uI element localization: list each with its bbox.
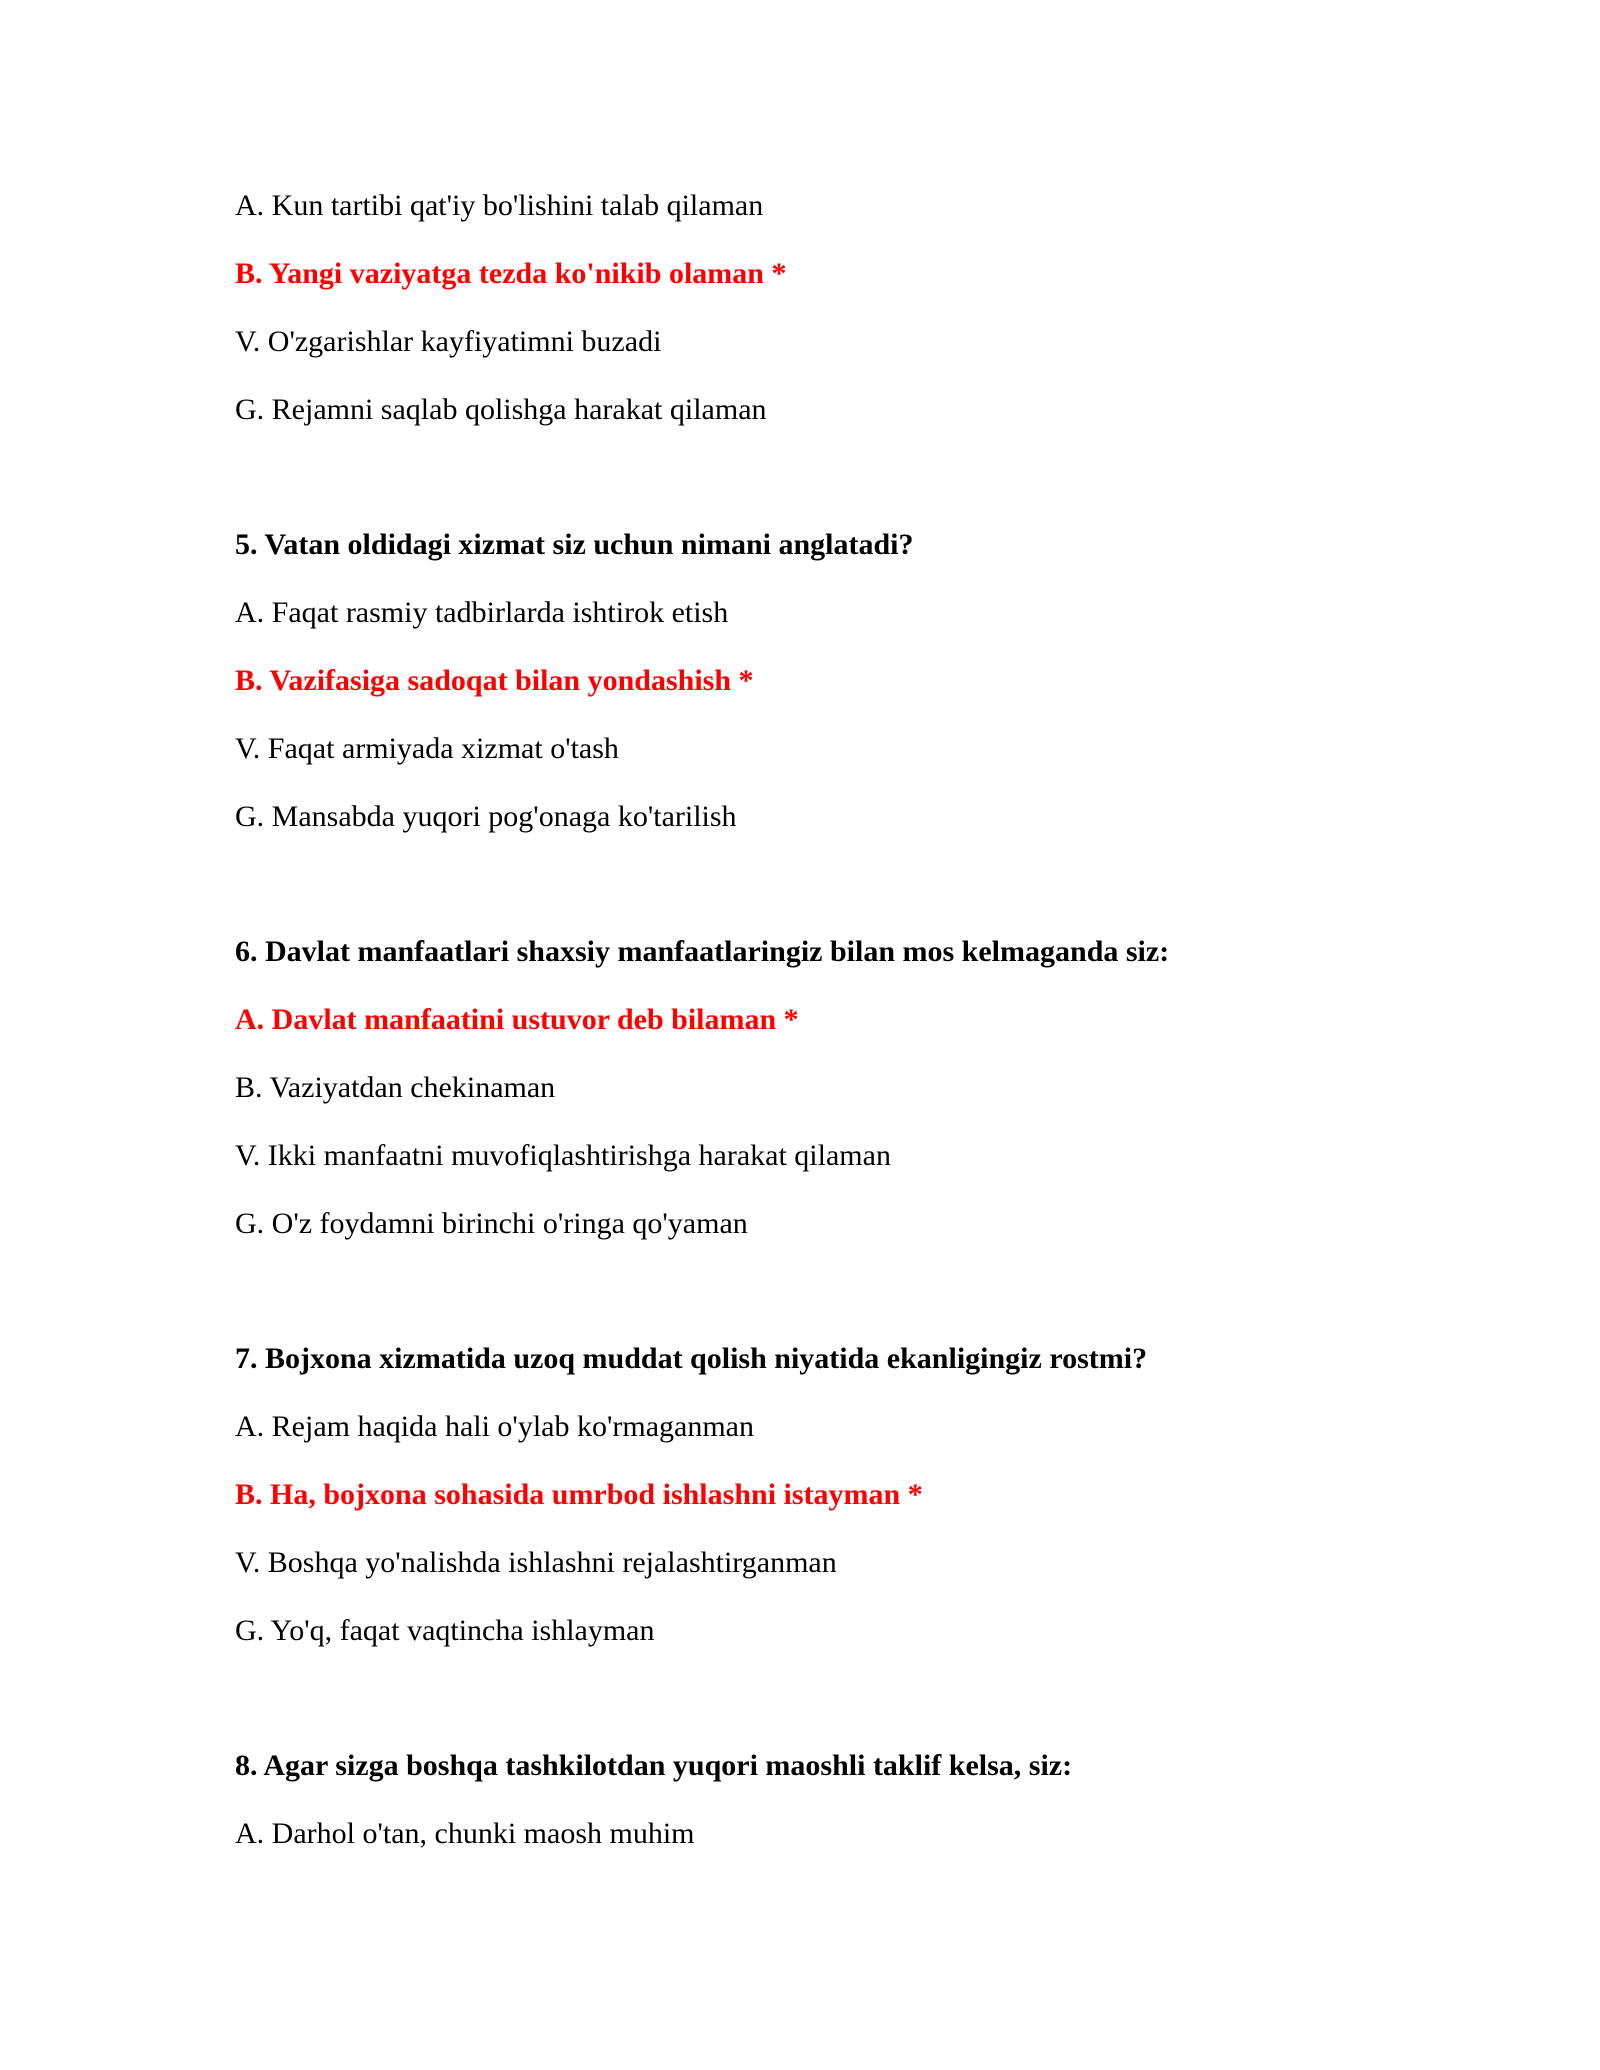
option-7v: V. Boshqa yo'nalishda ishlashni rejalashtirganman: [235, 1546, 837, 1579]
option-7b-correct: B. Ha, bojxona sohasida umrbod ishlashni istayman *: [235, 1478, 923, 1511]
option-8a: A. Darhol o'tan, chunki maosh muhim: [235, 1817, 695, 1850]
option-5b-correct: B. Vazifasiga sadoqat bilan yondashish *: [235, 664, 754, 697]
option-6v: V. Ikki manfaatni muvofiqlashtirishga harakat qilaman: [235, 1139, 891, 1172]
question-7: 7. Bojxona xizmatida uzoq muddat qolish niyatida ekanligingiz rostmi?: [235, 1342, 1148, 1375]
option-6g: G. O'z foydamni birinchi o'ringa qo'yaman: [235, 1207, 748, 1240]
option-4v: V. O'zgarishlar kayfiyatimni buzadi: [235, 325, 662, 358]
option-7g: G. Yo'q, faqat vaqtincha ishlayman: [235, 1614, 655, 1647]
option-4a: A. Kun tartibi qat'iy bo'lishini talab qilaman: [235, 189, 764, 222]
question-8: 8. Agar sizga boshqa tashkilotdan yuqori maoshli taklif kelsa, siz:: [235, 1749, 1073, 1782]
option-5v: V. Faqat armiyada xizmat o'tash: [235, 732, 619, 765]
option-4b-correct: B. Yangi vaziyatga tezda ko'nikib olaman *: [235, 257, 787, 290]
option-4g: G. Rejamni saqlab qolishga harakat qilaman: [235, 393, 767, 426]
option-6a-correct: A. Davlat manfaatini ustuvor deb bilaman *: [235, 1003, 799, 1036]
option-6b: B. Vaziyatdan chekinaman: [235, 1071, 556, 1104]
option-5a: A. Faqat rasmiy tadbirlarda ishtirok etish: [235, 596, 729, 629]
question-5: 5. Vatan oldidagi xizmat siz uchun nimani anglatadi?: [235, 528, 914, 561]
option-7a: A. Rejam haqida hali o'ylab ko'rmaganman: [235, 1410, 754, 1443]
question-6: 6. Davlat manfaatlari shaxsiy manfaatlaringiz bilan mos kelmaganda siz:: [235, 935, 1170, 968]
option-5g: G. Mansabda yuqori pog'onaga ko'tarilish: [235, 800, 737, 833]
